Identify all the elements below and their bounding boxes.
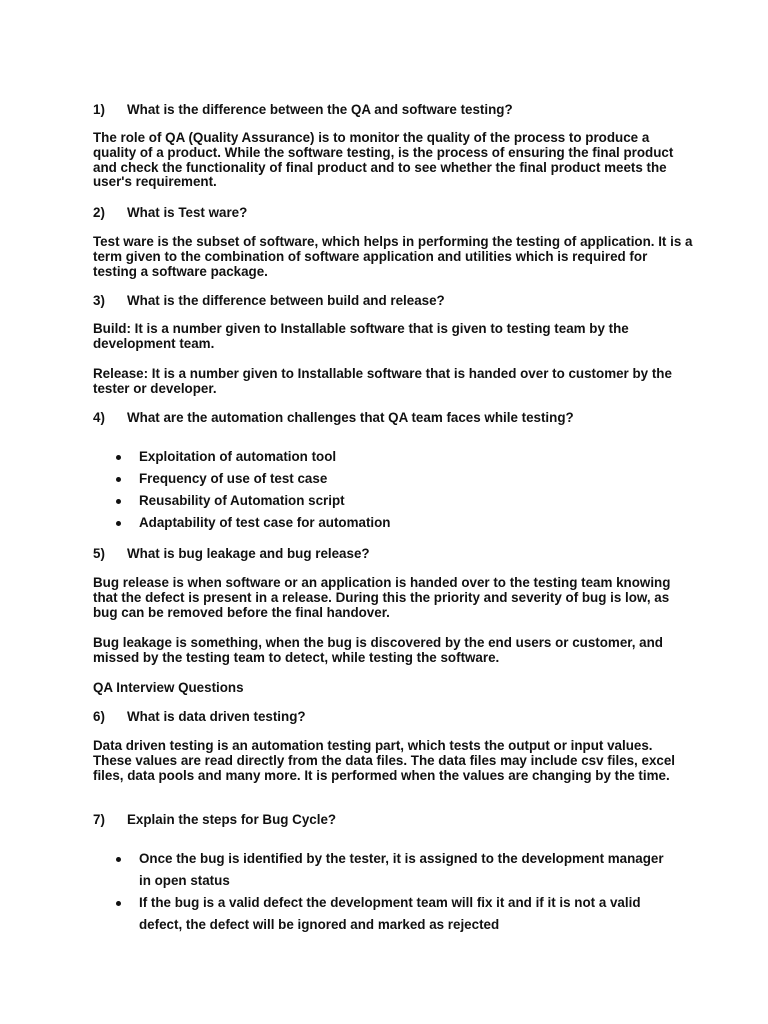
list-item: Frequency of use of test case (139, 471, 328, 486)
question-7 (93, 812, 336, 828)
question-number: 2) (93, 205, 105, 220)
question-text: What are the automation challenges that QA team faces while testing? (127, 410, 574, 425)
bullet-icon (116, 477, 121, 482)
list-item: Exploitation of automation tool (139, 449, 337, 464)
question-6 (93, 709, 306, 725)
question-number: 6) (93, 709, 105, 724)
answer-5-leakage: Bug leakage is something, when the bug is discovered by the end users or customer, and missed by the testing team to detect, while testing the software. (93, 635, 663, 665)
answer-3-release: Release: It is a number given to Installable software that is handed over to customer by the tester or developer. (93, 366, 672, 396)
answer-1: The role of QA (Quality Assurance) is to monitor the quality of the process to produce a quality of a product. While the software testing, is the process of ensuring the final product and check the functionality of final product and to see whether the final product meets the user's requirement. (93, 130, 674, 190)
question-text: What is Test ware? (127, 205, 248, 220)
list-item: Reusability of Automation script (139, 493, 345, 508)
question-number: 1) (93, 102, 105, 117)
question-4 (93, 410, 574, 426)
bullet-icon (116, 857, 121, 862)
question-text: What is bug leakage and bug release? (127, 546, 370, 561)
question-number: 4) (93, 410, 105, 425)
question-text: What is the difference between build and release? (127, 293, 445, 308)
list-item: Adaptability of test case for automation (139, 515, 391, 530)
answer-3-build: Build: It is a number given to Installable software that is given to testing team by the development team. (93, 321, 629, 351)
answer-2: Test ware is the subset of software, which helps in performing the testing of application. It is a term given to the combination of software application and utilities which is required for testing a software package. (93, 234, 693, 279)
question-1 (93, 102, 513, 118)
bullet-icon (116, 521, 121, 526)
question-number: 3) (93, 293, 105, 308)
question-5 (93, 546, 370, 562)
question-text: What is the difference between the QA and software testing? (127, 102, 513, 117)
question-3 (93, 293, 445, 309)
bullet-icon (116, 455, 121, 460)
list-item: Once the bug is identified by the tester, it is assigned to the development manager in open status (139, 851, 664, 888)
answer-5-release: Bug release is when software or an application is handed over to the testing team knowing that the defect is present in a release. During this the priority and severity of bug is low, as bug can be removed before the final handover. (93, 575, 671, 620)
answer-6: Data driven testing is an automation testing part, which tests the output or input values. These values are read directly from the data files. The data files may include csv files, excel files, data pools and many more. It is performed when the values are changing by the time. (93, 738, 676, 783)
question-number: 5) (93, 546, 105, 561)
list-item: If the bug is a valid defect the development team will fix it and if it is not a valid defect, the defect will be ignored and marked as rejected (139, 895, 641, 932)
question-text: Explain the steps for Bug Cycle? (127, 812, 337, 827)
section-heading: QA Interview Questions (93, 680, 244, 695)
question-number: 7) (93, 812, 105, 827)
question-text: What is data driven testing? (127, 709, 306, 724)
question-2 (93, 205, 247, 221)
bullet-icon (116, 901, 121, 906)
bullet-icon (116, 499, 121, 504)
